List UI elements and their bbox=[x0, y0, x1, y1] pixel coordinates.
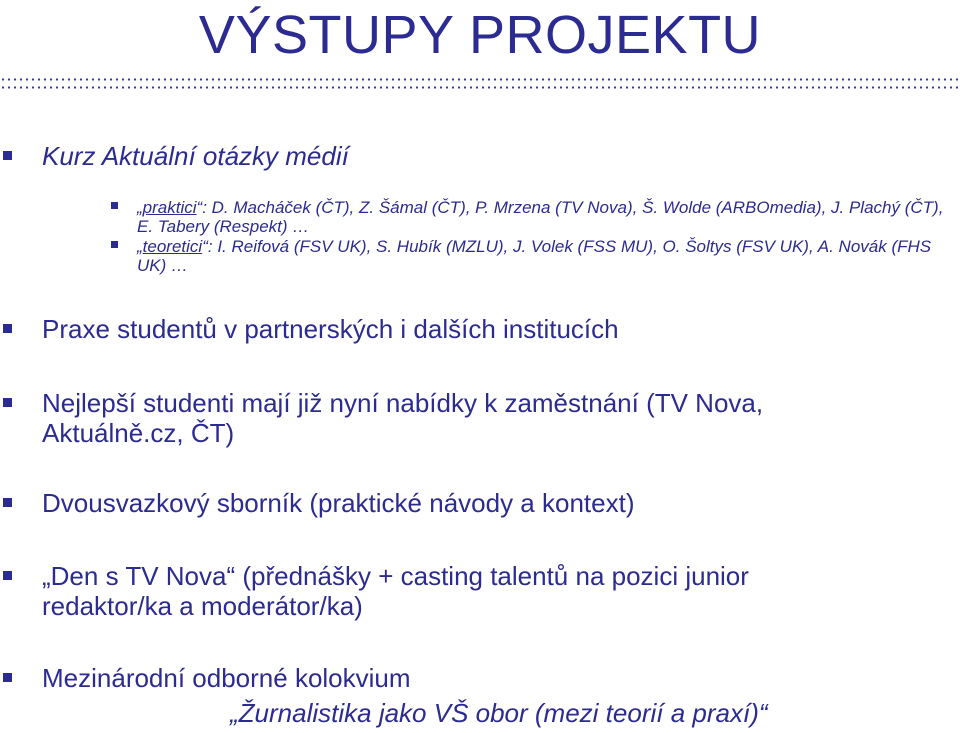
dotted-divider bbox=[0, 78, 960, 81]
theorists-list: : I. Reifová (FSV UK), S. Hubík (MZLU), J. Volek (FSS MU), O. Šoltys (FSV UK), A. Novák (FHS UK) … bbox=[137, 237, 932, 275]
practitioners-list: : D. Macháček (ČT), Z. Šámal (ČT), P. Mrzena (TV Nova), Š. Wolde (ARBOmedia), J. Plachý (ČT), E. Tabery (Respekt) … bbox=[137, 198, 944, 236]
theorists-label: teoretici bbox=[142, 237, 203, 256]
square-bullet-icon bbox=[111, 202, 118, 209]
dotted-divider bbox=[0, 86, 960, 89]
quote-open: „ bbox=[137, 198, 143, 217]
bullet-text-internships: Praxe studentů v partnerských i dalších institucích bbox=[42, 314, 619, 344]
bullet-text-anthology: Dvousvazkový sborník (praktické návody a kontext) bbox=[42, 488, 635, 518]
colloquium-subtitle: „Žurnalistika jako VŠ obor (mezi teorií a praxí)“ bbox=[230, 698, 768, 728]
square-bullet-icon bbox=[111, 241, 118, 248]
bullet-text-tv-nova-day-line2: redaktor/ka a moderátor/ka) bbox=[42, 591, 363, 621]
bullet-text-job-offers-line1: Nejlepší studenti mají již nyní nabídky k zaměstnání (TV Nova, bbox=[42, 388, 764, 418]
practitioners-label: praktici bbox=[142, 198, 197, 217]
bullet-text-course: Kurz Aktuální otázky médií bbox=[42, 141, 349, 171]
square-bullet-icon bbox=[3, 324, 12, 333]
square-bullet-icon bbox=[3, 398, 12, 407]
quote-open: „ bbox=[137, 237, 143, 256]
bullet-text-colloquium: Mezinárodní odborné kolokvium bbox=[42, 663, 411, 693]
square-bullet-icon bbox=[3, 151, 12, 160]
square-bullet-icon bbox=[3, 498, 12, 507]
quote-close: “ bbox=[202, 237, 208, 256]
bullet-text-job-offers-line2: Aktuálně.cz, ČT) bbox=[42, 418, 235, 448]
sub-bullet-practitioners bbox=[137, 198, 952, 236]
quote-close: “ bbox=[196, 198, 203, 217]
bullet-text-tv-nova-day-line1: „Den s TV Nova“ (přednášky + casting talentů na pozici junior bbox=[42, 561, 749, 591]
sub-bullet-theorists bbox=[137, 237, 952, 275]
square-bullet-icon bbox=[3, 673, 12, 682]
page-title: VÝSTUPY PROJEKTU bbox=[198, 5, 762, 65]
square-bullet-icon bbox=[3, 571, 12, 580]
